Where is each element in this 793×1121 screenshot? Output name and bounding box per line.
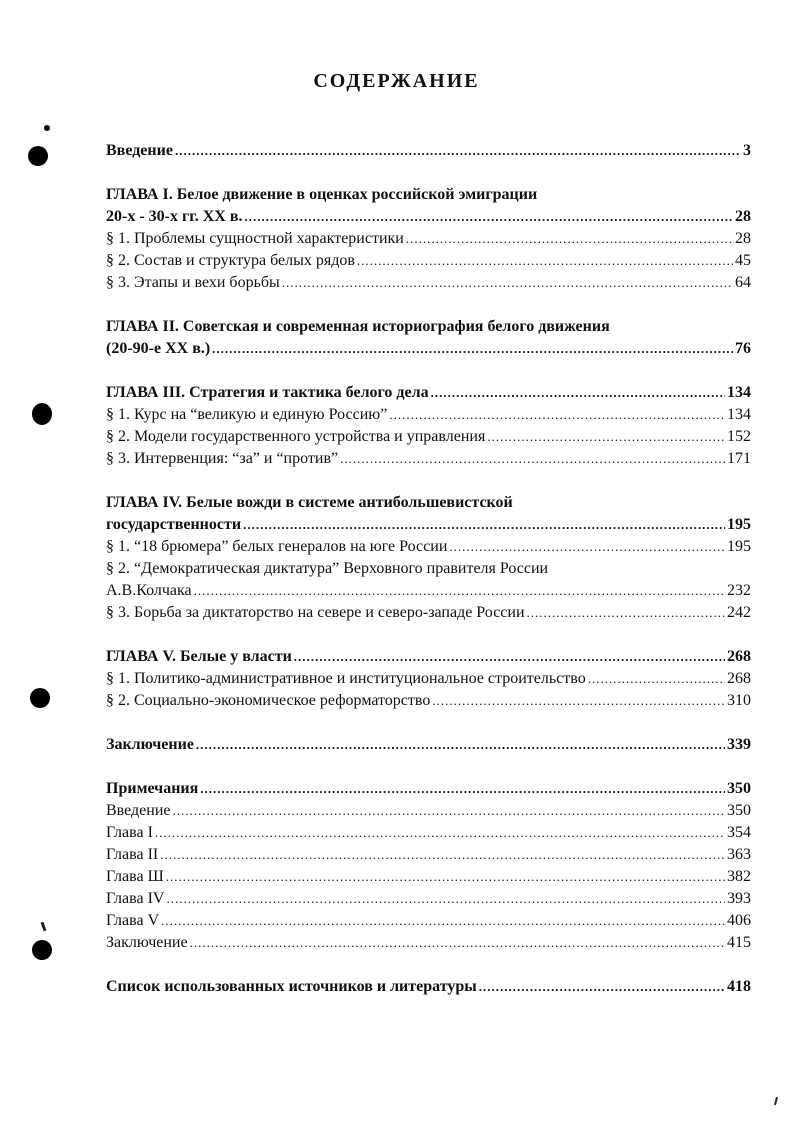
- toc-entry-ch5-s1[interactable]: § 1. Политико-административное и институциональное строительство ..... 268: [106, 668, 751, 690]
- binder-hole-3: [30, 688, 50, 708]
- ch4-s2-title: § 2. “Демократическая диктатура” Верховного правителя России: [106, 560, 549, 577]
- chapter-4-title: ГЛАВА IV. Белые вожди в системе антибольшевистской: [106, 494, 513, 511]
- toc-entry-notes-ch2[interactable]: Глава II ..... 363: [106, 844, 751, 866]
- page-title: СОДЕРЖАНИЕ: [313, 70, 480, 92]
- toc-entry-chapter-4[interactable]: государственности ..... 195: [106, 514, 751, 536]
- toc-entry-notes-ch5[interactable]: Глава V ..... 406: [106, 910, 751, 932]
- binder-hole-4: [32, 940, 52, 960]
- toc-entry-chapter-5[interactable]: ГЛАВА V. Белые у власти ..... 268: [106, 646, 751, 668]
- scan-mark-tick-2: [774, 1097, 778, 1105]
- toc-entry-chapter-1[interactable]: 20-х - 30-х гг. XX в. ..... 28: [106, 206, 751, 228]
- toc-entry-ch3-s2[interactable]: § 2. Модели государственного устройства и управления ..... 152: [106, 426, 751, 448]
- toc-entry-chapter-2[interactable]: (20-90-е XX в.) ..... 76: [106, 338, 751, 360]
- toc-entry-notes-conclusion[interactable]: Заключение ..... 415: [106, 932, 751, 954]
- toc-entry-notes-ch1[interactable]: Глава I ..... 354: [106, 822, 751, 844]
- toc-entry-conclusion[interactable]: Заключение ..... 339: [106, 734, 751, 756]
- chapter-1-title: ГЛАВА I. Белое движение в оценках российской эмиграции: [106, 186, 538, 203]
- toc-entry-notes[interactable]: Примечания ..... 350: [106, 778, 751, 800]
- toc-entry-sources[interactable]: Список использованных источников и литературы ..... 418: [106, 976, 751, 998]
- chapter-2-title: ГЛАВА II. Советская и современная историография белого движения: [106, 318, 610, 335]
- scan-mark-tick: [41, 922, 47, 931]
- binder-hole-1: [28, 146, 48, 166]
- toc-entry-ch1-s2[interactable]: § 2. Состав и структура белых рядов ..... 45: [106, 250, 751, 272]
- toc-entry-ch4-s3[interactable]: § 3. Борьба за диктаторство на севере и северо-западе России ..... 242: [106, 602, 751, 624]
- toc-entry-introduction[interactable]: Введение ..... 3: [106, 140, 751, 162]
- toc-entry-ch4-s1[interactable]: § 1. “18 брюмера” белых генералов на юге России ..... 195: [106, 536, 751, 558]
- toc-entry-ch5-s2[interactable]: § 2. Социально-экономическое реформаторство ..... 310: [106, 690, 751, 712]
- scan-mark-dot: [44, 125, 50, 131]
- binder-hole-2: [32, 403, 52, 425]
- toc-entry-notes-ch3[interactable]: Глава Ш ..... 382: [106, 866, 751, 888]
- table-of-contents: [106, 140, 751, 998]
- toc-entry-ch3-s3[interactable]: § 3. Интервенция: “за” и “против” ..... 171: [106, 448, 751, 470]
- toc-entry-ch1-s1[interactable]: § 1. Проблемы сущностной характеристики ..... 28: [106, 228, 751, 250]
- toc-entry-ch3-s1[interactable]: § 1. Курс на “великую и единую Россию” ..... 134: [106, 404, 751, 426]
- toc-entry-chapter-3[interactable]: ГЛАВА III. Стратегия и тактика белого дела ..... 134: [106, 382, 751, 404]
- toc-entry-notes-ch4[interactable]: Глава IV ..... 393: [106, 888, 751, 910]
- toc-entry-ch1-s3[interactable]: § 3. Этапы и вехи борьбы ..... 64: [106, 272, 751, 294]
- toc-entry-ch4-s2[interactable]: А.В.Колчака ..... 232: [106, 580, 751, 602]
- toc-entry-notes-intro[interactable]: Введение ..... 350: [106, 800, 751, 822]
